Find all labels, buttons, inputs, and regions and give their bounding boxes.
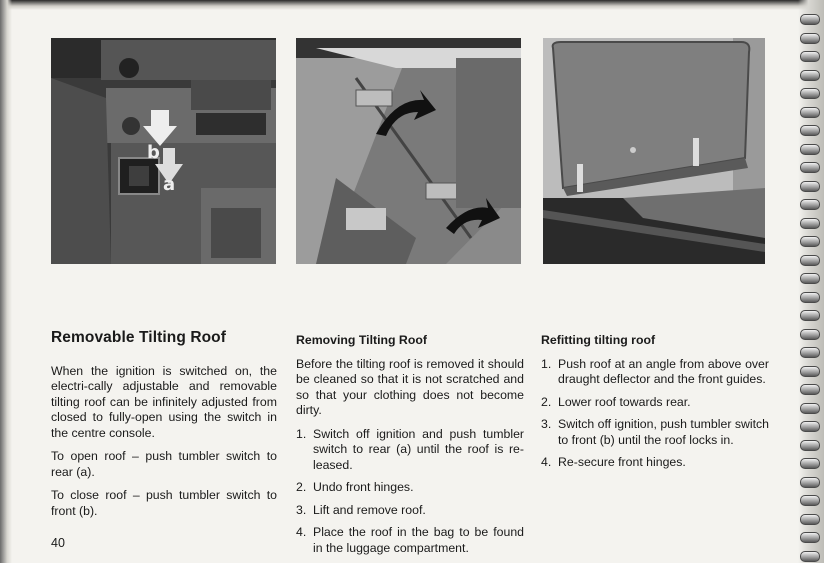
section-title-refitting: Refitting tilting roof (541, 333, 656, 347)
binding-ring (800, 292, 820, 303)
binding-ring (800, 70, 820, 81)
photo-label-b: b (147, 142, 160, 163)
paragraph-close-roof: To close roof – push tumbler switch to front (b). (51, 488, 277, 518)
binding-ring (800, 199, 820, 210)
binding-ring (800, 366, 820, 377)
step-text: Lower roof towards rear. (558, 394, 691, 409)
step-text: Push roof at an angle from above over draught deflector and the front guides. (558, 356, 769, 386)
list-item (296, 525, 524, 556)
binding-ring (800, 514, 820, 525)
binding-ring (800, 162, 820, 173)
list-item (541, 395, 769, 411)
step-text: Place the roof in the bag to be found in the luggage compartment. (313, 525, 524, 555)
binding-ring (800, 384, 820, 395)
step-number: 1. (541, 356, 552, 371)
binding-ring (800, 33, 820, 44)
list-item (541, 417, 769, 448)
binding-ring (800, 144, 820, 155)
binding-ring (800, 347, 820, 358)
spiral-binding (798, 0, 824, 563)
binding-ring (800, 181, 820, 192)
binding-ring (800, 125, 820, 136)
binding-ring (800, 88, 820, 99)
photo-lifted-roof (543, 38, 765, 264)
refitting-steps-list (541, 357, 769, 471)
binding-ring (800, 403, 820, 414)
step-text: Re-secure front hinges. (558, 455, 686, 469)
page-edge-left (0, 0, 12, 563)
step-number: 1. (296, 426, 307, 441)
step-number: 4. (296, 525, 307, 539)
binding-ring (800, 477, 820, 488)
photo-front-hinges (296, 38, 521, 264)
photo-label-a: a (163, 174, 176, 195)
page-number: 40 (51, 536, 65, 550)
step-number: 4. (541, 455, 552, 469)
binding-ring (800, 107, 820, 118)
step-number: 3. (541, 417, 552, 431)
section-removing-tilting-roof (296, 333, 524, 563)
binding-ring (800, 51, 820, 62)
list-item (296, 427, 524, 474)
binding-ring (800, 532, 820, 543)
removing-steps-list (296, 427, 524, 557)
section-title-removing: Removing Tilting Roof (296, 333, 427, 347)
step-text: Lift and remove roof. (313, 502, 426, 517)
binding-ring (800, 14, 820, 25)
list-item (541, 455, 769, 471)
paragraph-removing-intro: Before the tilting roof is removed it should be cleaned so that it is not scratched and so that your clothing does not become dirty. (296, 356, 524, 417)
step-text: Switch off ignition, push tumbler switch to front (b) until the roof locks in. (558, 417, 769, 447)
binding-ring (800, 236, 820, 247)
binding-ring (800, 421, 820, 432)
binding-ring (800, 458, 820, 469)
list-item (541, 357, 769, 388)
paragraph-intro: When the ignition is switched on, the electri-cally adjustable and removable tilting roof can be infinitely adjusted from closed to fully-open using the switch in the centre console. (51, 363, 277, 440)
binding-ring (800, 310, 820, 321)
binding-ring (800, 551, 820, 562)
binding-ring (800, 495, 820, 506)
list-item (296, 480, 524, 496)
step-text: Switch off ignition and push tumbler switch to rear (a) until the roof is re-leased. (313, 426, 524, 472)
binding-ring (800, 218, 820, 229)
photo-console-switch (51, 38, 276, 264)
section-title-main: Removable Tilting Roof (51, 329, 227, 346)
step-number: 3. (296, 502, 307, 517)
step-number: 2. (296, 480, 307, 494)
page-edge-top (0, 0, 824, 10)
paragraph-open-roof: To open roof – push tumbler switch to rear (a). (51, 449, 277, 479)
binding-ring (800, 255, 820, 266)
binding-ring (800, 440, 820, 451)
step-text: Undo front hinges. (313, 480, 414, 494)
step-number: 2. (541, 394, 552, 409)
section-removable-tilting-roof (51, 330, 277, 527)
binding-ring (800, 329, 820, 340)
list-item (296, 503, 524, 519)
binding-ring (800, 273, 820, 284)
section-refitting-tilting-roof (541, 333, 769, 478)
